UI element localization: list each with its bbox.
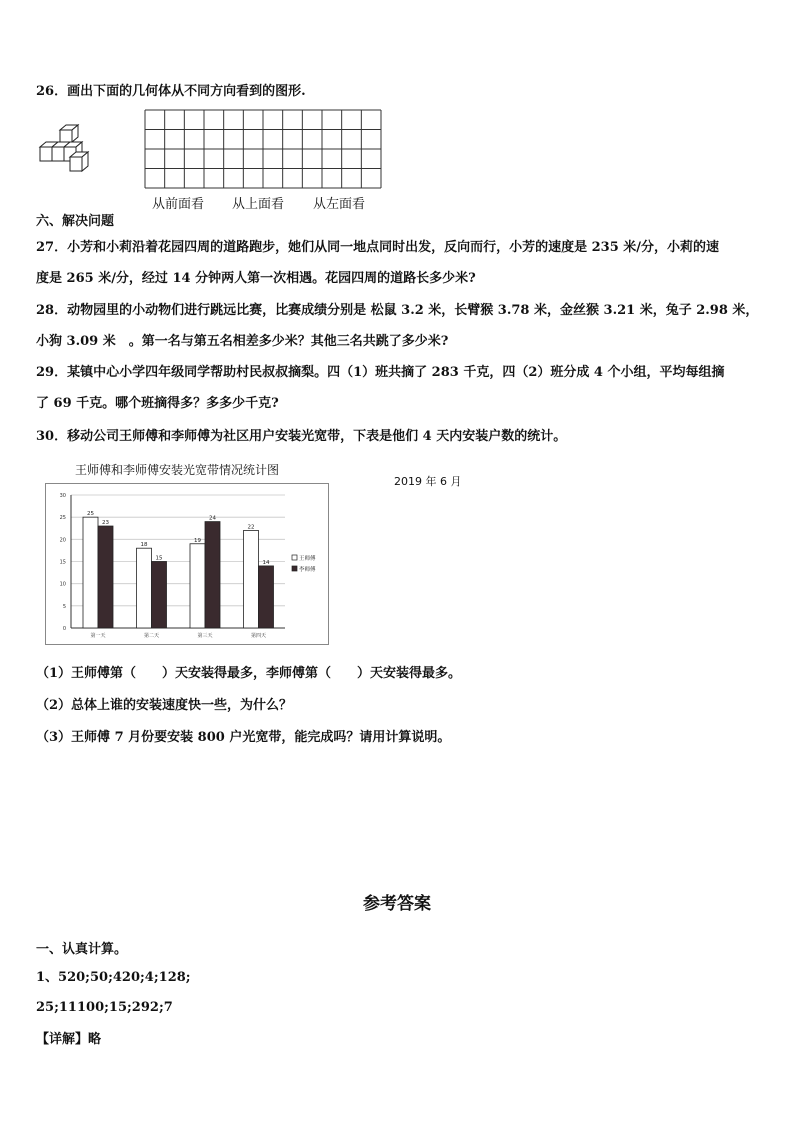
x-tick-label: 第三天	[197, 633, 213, 639]
y-tick-label: 30	[59, 493, 66, 499]
bar	[137, 548, 152, 628]
bar-value-label: 15	[155, 555, 163, 562]
bar-value-label: 19	[194, 537, 201, 544]
answers-title: 参考答案	[363, 894, 431, 914]
sub-question-2: （2）总体上谁的安装速度快一些，为什么？	[36, 698, 293, 713]
y-tick-label: 20	[59, 537, 66, 544]
legend-label: 李师傅	[299, 567, 316, 573]
bar	[190, 544, 205, 628]
bar-value-label: 24	[209, 515, 216, 522]
chart-title: 王师傅和李师傅安装光宽带情况统计图	[75, 463, 280, 477]
bar	[83, 517, 98, 628]
question-29-line2: 了 69 千克。哪个班摘得多？多多少千克?	[36, 396, 279, 411]
bar	[259, 566, 274, 628]
bar-value-label: 25	[87, 511, 94, 518]
drawing-grid	[144, 109, 382, 189]
answer-1-line2: 25;11100;15;292;7	[36, 1000, 173, 1015]
bar	[205, 522, 220, 628]
bar-chart	[45, 483, 329, 645]
section-6-heading: 六、解决问题	[36, 214, 115, 229]
answers-section-1: 一、认真计算。	[36, 942, 128, 957]
bar	[98, 526, 113, 628]
question-30: 30．移动公司王师傅和李师傅为社区用户安装光宽带，下表是他们 4 天内安装户数的统计。	[36, 429, 567, 444]
answer-1-line1: 1、520;50;420;4;128;	[36, 970, 191, 985]
bar-value-label: 22	[247, 524, 255, 531]
x-tick-label: 第二天	[143, 633, 160, 639]
y-tick-label: 5	[62, 603, 66, 610]
bar	[244, 530, 259, 628]
chart-date: 2019 年 6 月	[394, 475, 462, 488]
question-26: 26．画出下面的几何体从不同方向看到的图形.	[36, 84, 306, 99]
question-27-line2: 度是 265 米/分，经过 14 分钟两人第一次相遇。花园四周的道路长多少米?	[36, 271, 476, 286]
x-tick-label: 第四天	[250, 633, 267, 639]
legend-swatch	[292, 555, 297, 560]
legend-label: 王师傅	[299, 556, 316, 562]
y-tick-label: 10	[59, 581, 66, 588]
question-29-line1: 29．某镇中心小学四年级同学帮助村民叔叔摘梨。四（1）班共摘了 283 千克，四（2）班分成 4 个小组，平均每组摘	[36, 365, 725, 380]
sub-question-3: （3）王师傅 7 月份要安装 800 户光宽带，能完成吗？请用计算说明。	[36, 730, 451, 745]
bar-value-label: 23	[102, 520, 109, 527]
y-tick-label: 0	[62, 626, 66, 632]
view-left-label: 从左面看	[313, 197, 366, 212]
legend-swatch	[292, 566, 297, 571]
question-28-line2: 小狗 3.09 米 。第一名与第五名相差多少米？其他三名共跳了多少米?	[36, 334, 449, 349]
x-tick-label: 第一天	[90, 633, 106, 639]
question-27-line1: 27．小芳和小莉沿着花园四周的道路跑步，她们从同一地点同时出发，反向而行，小芳的速度是 235 米/分，小莉的速	[36, 240, 720, 255]
view-front-label: 从前面看	[152, 197, 205, 212]
cube-figure	[36, 122, 108, 180]
sub-question-1: （1）王师傅第（ ）天安装得最多，李师傅第（ ）天安装得最多。	[36, 666, 462, 681]
y-tick-label: 15	[59, 559, 66, 566]
answer-detail: 【详解】略	[36, 1032, 102, 1047]
y-tick-label: 25	[59, 515, 66, 522]
question-28-line1: 28．动物园里的小动物们进行跳远比赛，比赛成绩分别是 松鼠 3.2 米，长臂猴 3.78 米，金丝猴 3.21 米，兔子 2.98 米，	[36, 303, 759, 318]
bar-value-label: 18	[140, 542, 148, 549]
bar-value-label: 14	[262, 559, 270, 566]
bar	[152, 562, 167, 629]
view-top-label: 从上面看	[232, 197, 285, 212]
